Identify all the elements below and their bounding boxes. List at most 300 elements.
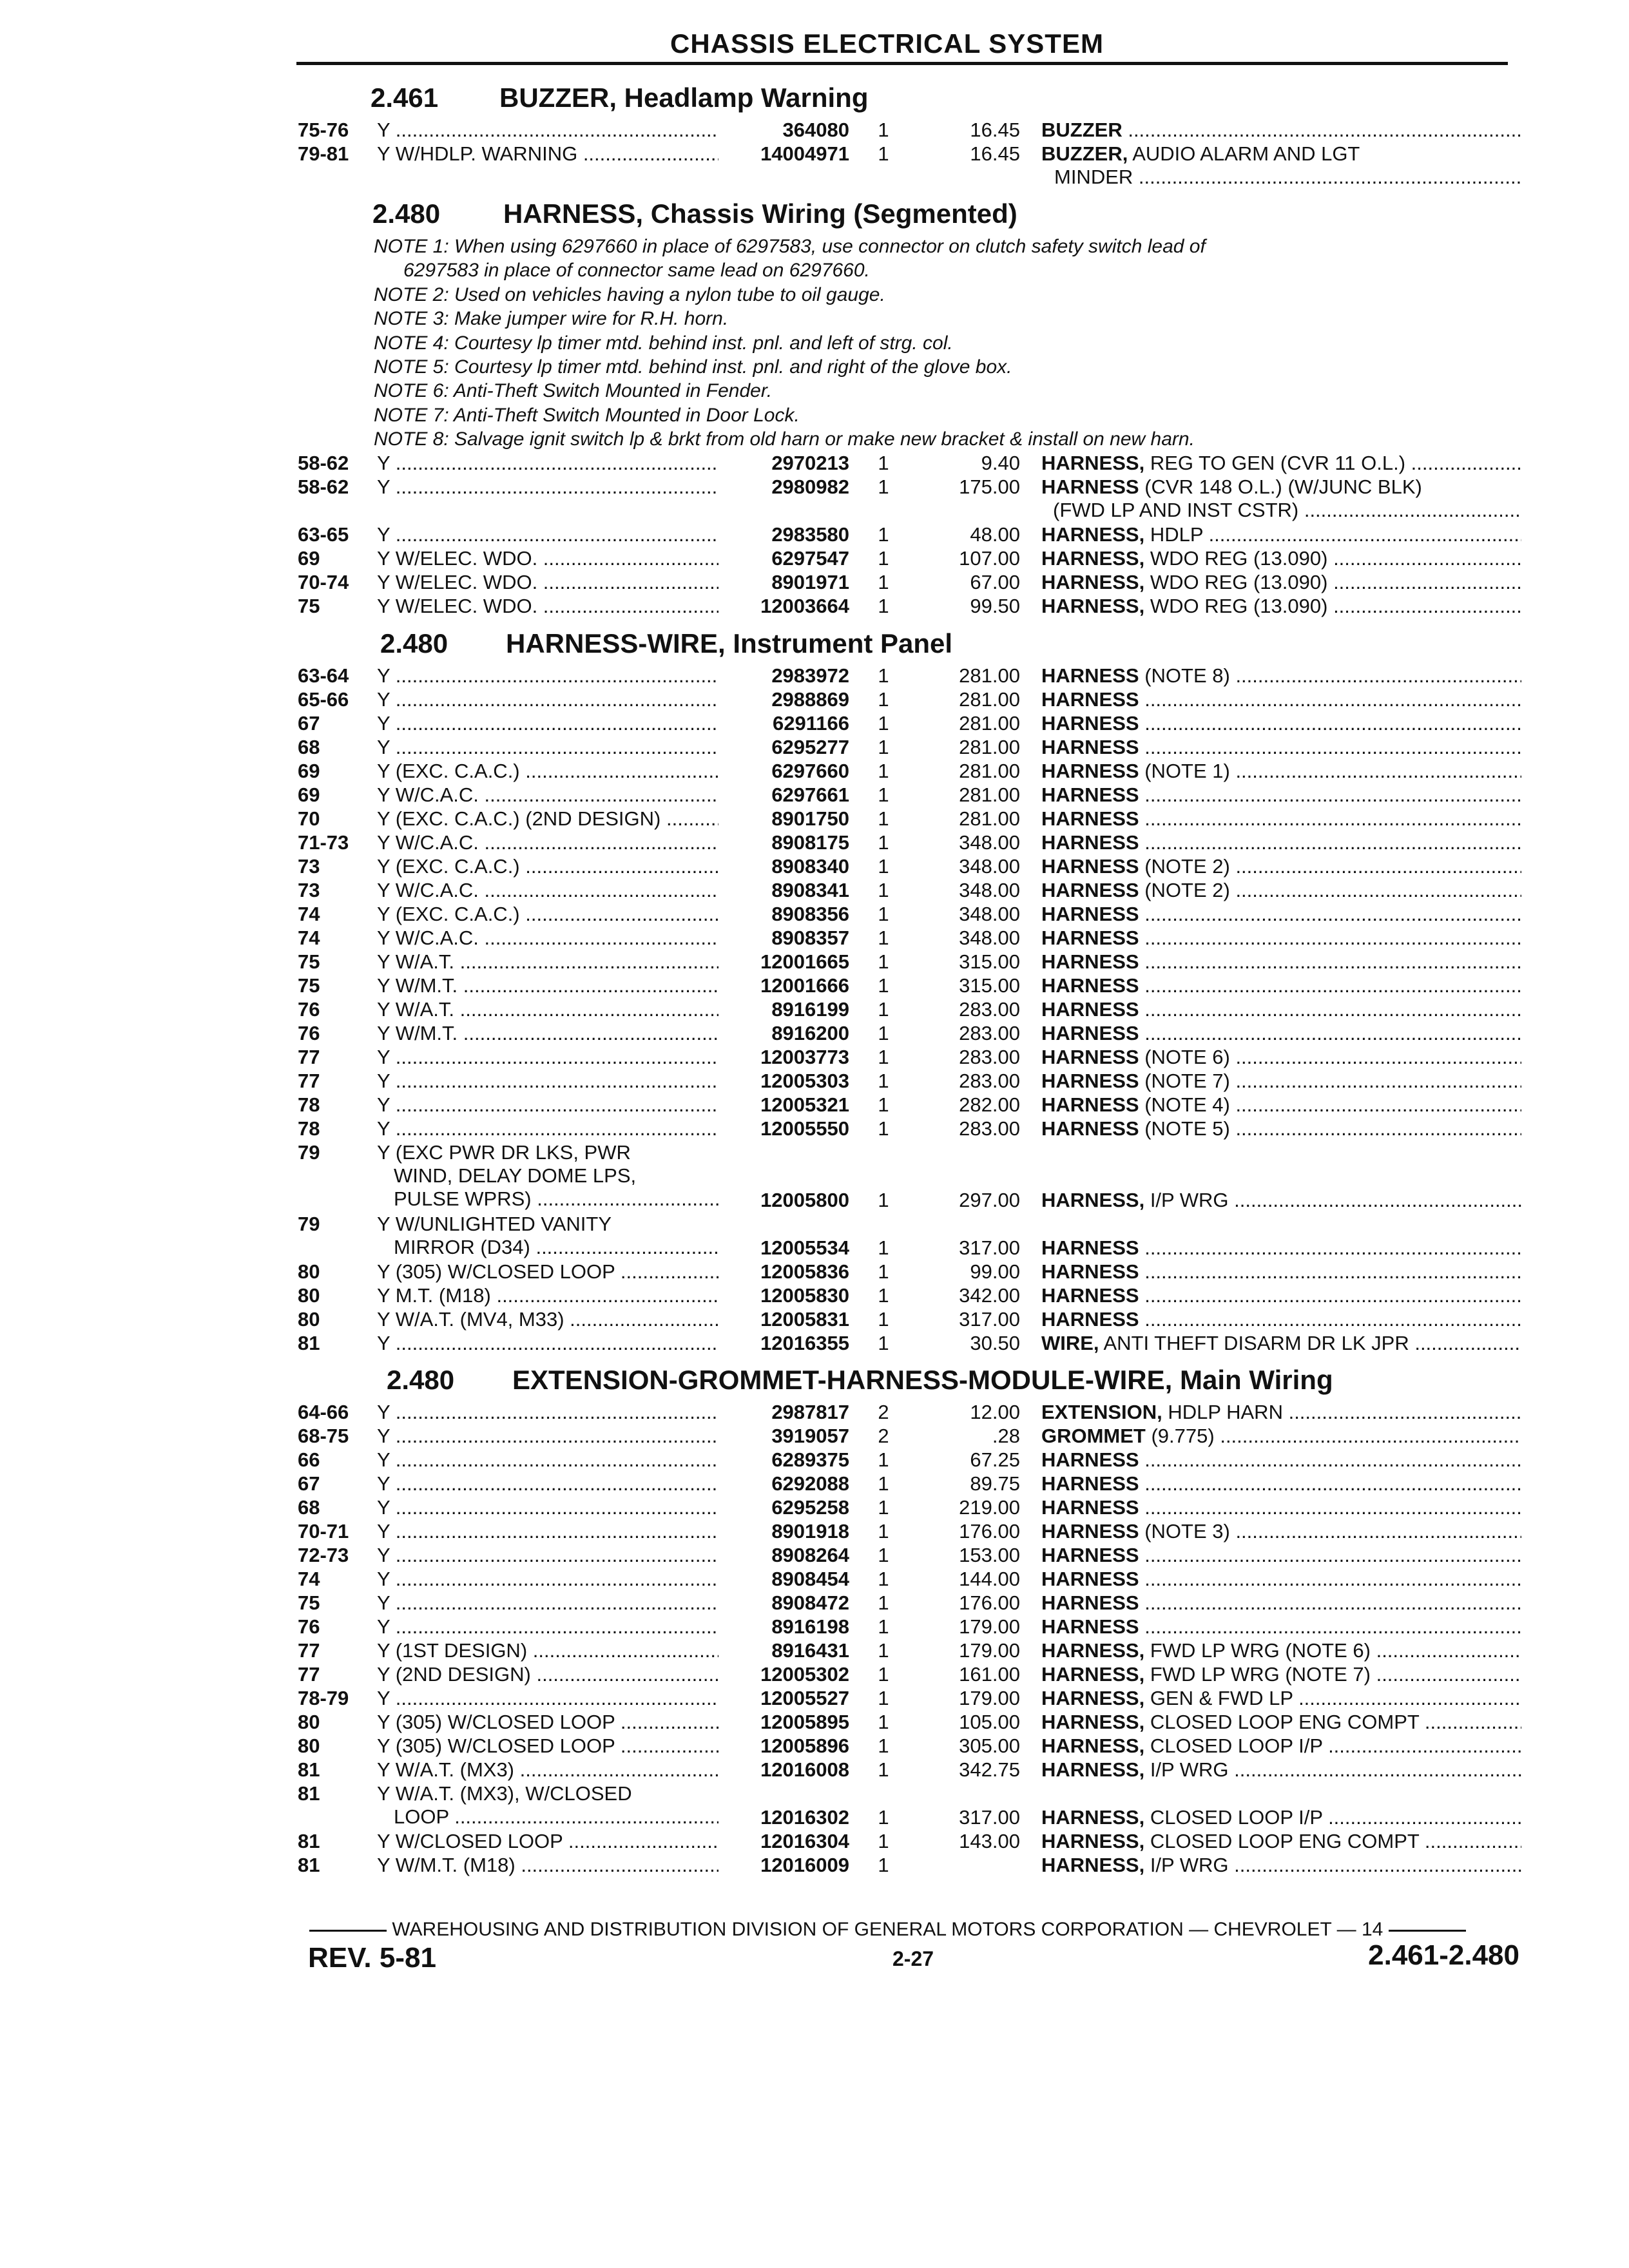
description-line (1041, 1830, 1521, 1853)
price: 281.00 (959, 736, 1020, 758)
quantity: 1 (878, 879, 889, 901)
description-name: HARNESS (1041, 1022, 1139, 1044)
part-description (1041, 1332, 1521, 1355)
model-years: 80 (298, 1735, 320, 1757)
part-number: 8908472 (771, 1591, 849, 1614)
quantity: 1 (878, 1022, 889, 1044)
table-row (0, 1520, 1629, 1544)
part-number: 8908357 (771, 927, 849, 949)
application-line: Y W/CLOSED LOOP ..... (377, 1830, 718, 1853)
application-line: Y (EXC. C.A.C.) (2ND DESIGN) ..... (377, 807, 718, 831)
part-number: 8908175 (771, 831, 849, 854)
part-number: 14004971 (760, 142, 849, 165)
price: 99.50 (970, 594, 1020, 617)
model-years: 78-79 (298, 1687, 349, 1709)
part-description (1041, 831, 1521, 854)
description-detail: (NOTE 5) (1139, 1117, 1230, 1140)
description-name: HARNESS (1041, 950, 1139, 973)
table-row (0, 688, 1629, 712)
model-years: 70 (298, 807, 320, 830)
application-line: Y ..... (377, 1401, 718, 1424)
application-line: Y W/M.T. ..... (377, 1022, 718, 1045)
table-row (0, 903, 1629, 927)
application-line: Y (EXC PWR DR LKS, PWR (377, 1141, 631, 1164)
price: 16.45 (970, 119, 1020, 141)
parts-table (0, 119, 1629, 190)
part-number: 8916431 (771, 1639, 849, 1662)
quantity: 1 (878, 1639, 889, 1662)
price: 179.00 (959, 1615, 1020, 1638)
part-number: 12016355 (760, 1332, 849, 1354)
quantity: 1 (878, 475, 889, 498)
application-line: Y W/UNLIGHTED VANITY (377, 1213, 612, 1235)
description-line (1041, 1093, 1521, 1117)
description-detail: CLOSED LOOP ENG COMPT (1144, 1830, 1420, 1852)
table-row (0, 1663, 1629, 1687)
price: 176.00 (959, 1520, 1020, 1542)
quantity: 1 (878, 523, 889, 546)
table-row (0, 571, 1629, 595)
price: 348.00 (959, 855, 1020, 878)
table-row (0, 1591, 1629, 1615)
model-years: 70-74 (298, 570, 349, 593)
description-name: BUZZER, (1041, 142, 1128, 165)
description-name: HARNESS (1041, 783, 1139, 806)
quantity: 2 (878, 1425, 889, 1447)
part-number: 12005321 (760, 1093, 849, 1116)
description-name: HARNESS (1041, 1117, 1139, 1140)
table-row (0, 1332, 1629, 1356)
description-name: HARNESS (1041, 831, 1139, 854)
application-line: Y (305) W/CLOSED LOOP ..... (377, 1735, 718, 1758)
quantity: 1 (878, 712, 889, 735)
header-rule (296, 62, 1508, 65)
application-line: Y ..... (377, 1472, 718, 1495)
table-row (0, 119, 1629, 142)
model-years: 69 (298, 546, 320, 570)
description-detail: CLOSED LOOP I/P (1144, 1735, 1323, 1757)
price: 283.00 (959, 1046, 1020, 1068)
description-name: HARNESS (1041, 664, 1139, 687)
note-line: NOTE 4: Courtesy lp timer mtd. behind inst. pnl. and left of strg. col. (374, 332, 953, 354)
model-years: 69 (298, 783, 320, 806)
description-name: HARNESS (1041, 1472, 1139, 1495)
application (377, 1213, 718, 1259)
part-description (1041, 1711, 1521, 1734)
part-description (1041, 1830, 1521, 1853)
application-line: Y ..... (377, 1615, 718, 1639)
application (377, 760, 718, 783)
application (377, 1401, 718, 1424)
application-line: Y (EXC. C.A.C.) ..... (377, 855, 718, 878)
description-detail: FWD LP WRG (NOTE 7) (1144, 1663, 1371, 1686)
model-years: 72-73 (298, 1544, 349, 1566)
description-detail: HDLP (1144, 523, 1203, 546)
price: 161.00 (959, 1663, 1020, 1686)
application (377, 1735, 718, 1758)
application (377, 1591, 718, 1615)
application (377, 571, 718, 594)
description-line (1041, 950, 1521, 974)
application-line: Y W/M.T. ..... (377, 974, 718, 997)
description-name: HARNESS, (1041, 1711, 1145, 1733)
application-line: Y W/A.T. (MX3) ..... (377, 1758, 718, 1782)
model-years: 78 (298, 1117, 320, 1140)
application-line: Y W/C.A.C. ..... (377, 879, 718, 902)
quantity: 1 (878, 974, 889, 997)
application (377, 1284, 718, 1307)
description-name: HARNESS (1041, 974, 1139, 997)
part-description (1041, 1093, 1521, 1117)
price: 297.00 (959, 1189, 1020, 1211)
application (377, 1520, 718, 1543)
description-line (1041, 547, 1521, 570)
application (377, 1093, 718, 1117)
description-line (1041, 1308, 1521, 1331)
price: 9.40 (981, 451, 1020, 474)
table-row (0, 523, 1629, 547)
part-number: 8908264 (771, 1544, 849, 1566)
description-name: HARNESS, (1041, 1663, 1145, 1686)
application-line: Y ..... (377, 1093, 718, 1117)
part-number: 8916198 (771, 1615, 849, 1638)
section-number: 2.461 (371, 82, 439, 113)
application-line: Y (2ND DESIGN) ..... (377, 1663, 718, 1686)
description-name: WIRE, (1041, 1332, 1099, 1354)
model-years: 65-66 (298, 688, 349, 711)
description-line (1041, 1520, 1521, 1543)
part-description (1041, 712, 1521, 735)
description-line (1041, 1568, 1521, 1591)
description-line (1041, 1806, 1521, 1829)
quantity: 1 (878, 546, 889, 570)
part-description (1041, 523, 1521, 546)
model-years: 63-64 (298, 664, 349, 687)
application (377, 547, 718, 570)
application (377, 1448, 718, 1472)
table-row (0, 1544, 1629, 1568)
quantity: 1 (878, 927, 889, 949)
table-row (0, 974, 1629, 998)
description-name: HARNESS, (1041, 1687, 1145, 1709)
quantity: 1 (878, 1448, 889, 1471)
quantity: 1 (878, 664, 889, 687)
description-line (1041, 1496, 1521, 1519)
price: 175.00 (959, 475, 1020, 498)
quantity: 1 (878, 1687, 889, 1709)
model-years: 75 (298, 950, 320, 973)
price: 67.25 (970, 1448, 1020, 1471)
model-years: 74 (298, 1568, 320, 1590)
description-name: HARNESS, (1041, 1189, 1145, 1211)
part-description (1041, 1046, 1521, 1069)
table-row (0, 1711, 1629, 1735)
description-line (1041, 664, 1521, 687)
application (377, 736, 718, 759)
application-line: Y W/M.T. (M18) ..... (377, 1854, 718, 1877)
part-description (1041, 1806, 1521, 1829)
model-years: 77 (298, 1639, 320, 1662)
part-description (1041, 927, 1521, 950)
table-row (0, 1687, 1629, 1711)
price: 107.00 (959, 546, 1020, 570)
description-detail: (9.775) (1145, 1425, 1215, 1447)
quantity: 1 (878, 736, 889, 758)
note-line: NOTE 5: Courtesy lp timer mtd. behind inst. pnl. and right of the glove box. (374, 356, 1012, 378)
description-line (1041, 452, 1521, 475)
price: 48.00 (970, 523, 1020, 546)
table-row (0, 1448, 1629, 1472)
part-number: 8901971 (771, 570, 849, 593)
table-row (0, 927, 1629, 950)
model-years: 78 (298, 1093, 320, 1116)
part-number: 2983580 (771, 523, 849, 546)
quantity: 1 (878, 1117, 889, 1140)
application (377, 1639, 718, 1662)
table-row (0, 712, 1629, 736)
description-line (1041, 1544, 1521, 1567)
price: .28 (992, 1425, 1020, 1447)
model-years: 64-66 (298, 1401, 349, 1423)
description-line (1041, 1687, 1521, 1710)
part-description (1041, 476, 1521, 522)
application-line: MIRROR (D34) ..... (377, 1236, 718, 1259)
application (377, 831, 718, 854)
part-description (1041, 1472, 1521, 1495)
part-description (1041, 855, 1521, 878)
model-years: 67 (298, 1472, 320, 1495)
table-row (0, 1117, 1629, 1141)
table-row (0, 452, 1629, 476)
application-line: Y W/C.A.C. ..... (377, 831, 718, 854)
application (377, 523, 718, 546)
part-number: 8908454 (771, 1568, 849, 1590)
quantity: 1 (878, 142, 889, 165)
part-description (1041, 1260, 1521, 1283)
application (377, 688, 718, 711)
part-number: 12001666 (760, 974, 849, 997)
application (377, 927, 718, 950)
table-row (0, 1141, 1629, 1213)
part-number: 2970213 (771, 451, 849, 474)
model-years: 80 (298, 1711, 320, 1733)
description-name: HARNESS (1041, 1591, 1139, 1614)
application-line: Y ..... (377, 1568, 718, 1591)
note-line: NOTE 1: When using 6297660 in place of 6297583, use connector on clutch safety switch lead of (374, 236, 1206, 257)
application (377, 1046, 718, 1069)
quantity: 1 (878, 570, 889, 593)
part-description (1041, 1022, 1521, 1045)
model-years: 66 (298, 1448, 320, 1471)
price: 283.00 (959, 1022, 1020, 1044)
model-years: 76 (298, 998, 320, 1021)
note-line: 6297583 in place of connector same lead on 6297660. (403, 260, 870, 282)
quantity: 1 (878, 1806, 889, 1829)
description-detail: I/P WRG (1144, 1758, 1229, 1781)
application-line: Y (305) W/CLOSED LOOP ..... (377, 1711, 718, 1734)
description-detail: (NOTE 6) (1139, 1046, 1230, 1068)
part-number: 8908356 (771, 903, 849, 925)
part-number: 12005800 (760, 1189, 849, 1211)
price: 219.00 (959, 1496, 1020, 1519)
part-number: 12005830 (760, 1284, 849, 1307)
quantity: 1 (878, 1496, 889, 1519)
price: 99.00 (970, 1260, 1020, 1283)
description-name: HARNESS, (1041, 1758, 1145, 1781)
quantity: 1 (878, 1520, 889, 1542)
description-line (1041, 595, 1521, 618)
model-years: 81 (298, 1854, 320, 1876)
price: 30.50 (970, 1332, 1020, 1354)
application (377, 1141, 718, 1211)
table-row (0, 1070, 1629, 1093)
model-years: 67 (298, 712, 320, 735)
note-line: NOTE 6: Anti-Theft Switch Mounted in Fender. (374, 380, 773, 402)
description-detail: I/P WRG (1144, 1189, 1229, 1211)
quantity: 1 (878, 1568, 889, 1590)
description-line (1041, 927, 1521, 950)
part-number: 2987817 (771, 1401, 849, 1423)
application-line: Y W/C.A.C. ..... (377, 927, 718, 950)
quantity: 2 (878, 1401, 889, 1423)
price: 179.00 (959, 1687, 1020, 1709)
footer-rule-left (309, 1930, 387, 1932)
table-row (0, 1854, 1629, 1878)
application (377, 998, 718, 1021)
note-line: NOTE 8: Salvage ignit switch lp & brkt from old harn or make new bracket & install on new harn. (374, 428, 1195, 450)
price: 283.00 (959, 998, 1020, 1021)
table-row (0, 1308, 1629, 1332)
part-number: 12005831 (760, 1308, 849, 1331)
model-years: 58-62 (298, 451, 349, 474)
model-years: 75 (298, 974, 320, 997)
table-row (0, 855, 1629, 879)
model-years: 81 (298, 1758, 320, 1781)
part-description (1041, 783, 1521, 807)
application-line: WIND, DELAY DOME LPS, (394, 1164, 637, 1187)
description-name: HARNESS (1041, 998, 1139, 1021)
description-name: HARNESS (1041, 1520, 1139, 1542)
table-row (0, 1758, 1629, 1782)
part-number: 12005302 (760, 1663, 849, 1686)
application-line: Y W/A.T. (MX3), W/CLOSED (377, 1782, 632, 1805)
model-years: 80 (298, 1308, 320, 1331)
table-row (0, 807, 1629, 831)
table-row (0, 547, 1629, 571)
quantity: 1 (878, 1093, 889, 1116)
table-row (0, 595, 1629, 619)
description-detail: CLOSED LOOP I/P (1144, 1806, 1323, 1829)
part-description (1041, 974, 1521, 997)
description-detail: WDO REG (13.090) (1144, 594, 1328, 617)
table-row (0, 1401, 1629, 1425)
table-row (0, 664, 1629, 688)
description-line (1041, 1284, 1521, 1307)
application-line: Y W/C.A.C. ..... (377, 783, 718, 807)
application-line: Y ..... (377, 1496, 718, 1519)
part-number: 12016302 (760, 1806, 849, 1829)
part-description (1041, 1854, 1521, 1877)
table-row (0, 1046, 1629, 1070)
description-line (1041, 1591, 1521, 1615)
application (377, 1830, 718, 1853)
price: 348.00 (959, 927, 1020, 949)
application (377, 1663, 718, 1686)
price: 144.00 (959, 1568, 1020, 1590)
description-line (1041, 1236, 1521, 1260)
application (377, 807, 718, 831)
application (377, 142, 718, 166)
part-number: 12005895 (760, 1711, 849, 1733)
description-line (1041, 903, 1521, 926)
application (377, 1615, 718, 1639)
quantity: 1 (878, 1615, 889, 1638)
description-line (1041, 166, 1521, 189)
application (377, 1022, 718, 1045)
model-years: 68 (298, 736, 320, 758)
description-name: HARNESS (1041, 903, 1139, 925)
price: 281.00 (959, 760, 1020, 782)
part-description (1041, 1544, 1521, 1567)
part-description (1041, 1117, 1521, 1140)
section-number: 2.480 (380, 628, 448, 658)
part-number: 6297547 (771, 546, 849, 570)
quantity: 1 (878, 1854, 889, 1876)
application-line: Y ..... (377, 1591, 718, 1615)
part-description (1041, 452, 1521, 475)
model-years: 63-65 (298, 523, 349, 546)
price: 283.00 (959, 1117, 1020, 1140)
application-line: Y ..... (377, 736, 718, 759)
application-line: Y ..... (377, 523, 718, 546)
description-line (1041, 1758, 1521, 1782)
part-description (1041, 736, 1521, 759)
application (377, 855, 718, 878)
table-row (0, 1472, 1629, 1496)
model-years: 75-76 (298, 119, 349, 141)
model-years: 69 (298, 760, 320, 782)
table-row (0, 1425, 1629, 1448)
description-detail: FWD LP WRG (NOTE 6) (1144, 1639, 1371, 1662)
part-description (1041, 1591, 1521, 1615)
part-description (1041, 1687, 1521, 1710)
price: 179.00 (959, 1639, 1020, 1662)
description-line (1041, 1735, 1521, 1758)
table-row (0, 950, 1629, 974)
price: 105.00 (959, 1711, 1020, 1733)
description-name: HARNESS, (1041, 594, 1145, 617)
description-name: HARNESS (1041, 927, 1139, 949)
application (377, 1472, 718, 1495)
part-number: 6297661 (771, 783, 849, 806)
table-row (0, 1496, 1629, 1520)
description-detail: (NOTE 2) (1139, 855, 1230, 878)
description-name: HARNESS (1041, 688, 1139, 711)
part-description (1041, 950, 1521, 974)
description-name: HARNESS, (1041, 546, 1145, 570)
part-description (1041, 1758, 1521, 1782)
description-line (1041, 712, 1521, 735)
part-number: 6291166 (773, 712, 849, 735)
part-number: 12016008 (760, 1758, 849, 1781)
price: 281.00 (959, 664, 1020, 687)
description-detail: (NOTE 4) (1139, 1093, 1230, 1116)
application (377, 1687, 718, 1710)
price: 16.45 (970, 142, 1020, 165)
footer-page-number: 2-27 (892, 1947, 934, 1970)
table-row (0, 736, 1629, 760)
quantity: 1 (878, 1236, 889, 1259)
